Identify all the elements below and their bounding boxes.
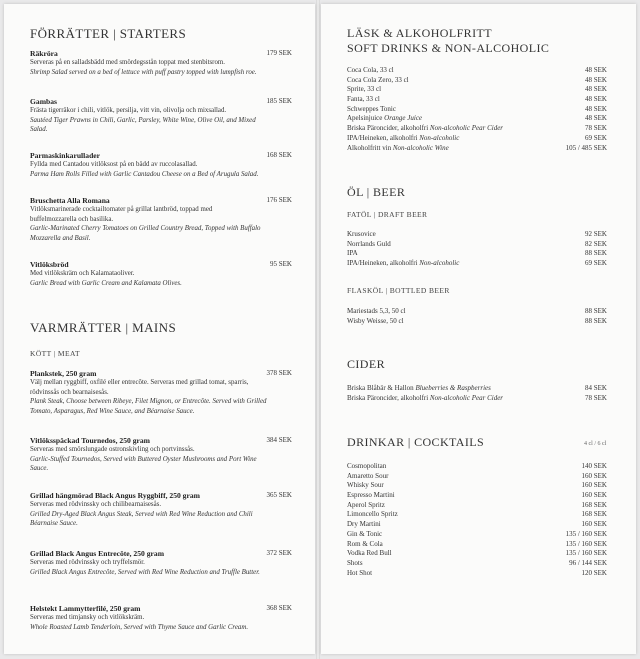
drink-name: [347, 569, 372, 577]
drink-name-sv: Alkoholfritt vin: [347, 143, 392, 152]
drink-price: 82 SEK: [585, 239, 607, 248]
drink-row: [347, 95, 607, 105]
drink-price: 69 SEK: [585, 259, 607, 268]
drink-name: [347, 240, 391, 248]
dish-description-sv: Välj mellan ryggbiff, oxfilé eller entrecôte. Serveras med grillad tomat, sparris, rödvinssås och bearnaisesås.: [30, 379, 249, 396]
drink-price: 105 / 485 SEK: [565, 143, 607, 152]
dish-description-en: Whole Roasted Lamb Tenderloin, Served with Thyme Sauce and Garlic Cream.: [30, 623, 249, 631]
drink-name: [347, 491, 395, 499]
drink-name-sv: Dry Martini: [347, 520, 381, 529]
dish-price: 168 SEK: [266, 151, 292, 159]
drink-row: [347, 85, 607, 95]
drink-price: 160 SEK: [581, 471, 607, 480]
starter-item: [30, 97, 300, 135]
drink-name-sv: Coca Cola Zero, 33 cl: [347, 75, 409, 84]
drink-name: [347, 124, 503, 132]
menu-right-page: [321, 4, 636, 654]
drink-name-en: Non-alcoholic: [419, 259, 460, 268]
drink-name: [347, 559, 363, 567]
drink-name-sv: IPA/Heineken, alkoholfri: [347, 259, 418, 268]
starters-heading: FÖRRÄTTER | STARTERS: [30, 26, 187, 41]
drink-name-en: Orange Juice: [384, 114, 423, 123]
drink-row: [347, 501, 607, 511]
drink-name: [347, 259, 459, 267]
drink-price: 120 SEK: [581, 568, 607, 577]
drink-price: 135 / 160 SEK: [565, 549, 607, 558]
soft-drinks-heading-sv: LÄSK & ALKOHOLFRITT: [347, 26, 492, 40]
drink-name: [347, 249, 358, 257]
soft-drinks-list: [347, 66, 607, 153]
drink-row: [347, 259, 607, 269]
dish-description-sv: Frästa tigerräkor i chili, vitlök, persilja, vitt vin, olivolja och mixsallad.: [30, 107, 227, 114]
drink-name-sv: Mariestads 5,3, 50 cl: [347, 307, 406, 315]
dish-price: 95 SEK: [270, 260, 292, 268]
drink-price: 168 SEK: [581, 500, 607, 509]
drink-name: [347, 76, 409, 84]
dish-description-en: Parma Ham Rolls Filled with Garlic Cantadou Cheese on a Bed of Arugula Salad.: [30, 170, 259, 178]
drink-price: 140 SEK: [581, 462, 607, 470]
dish-description-sv: Serveras med smörslungade ostronskivling och portvinssås.: [30, 446, 195, 453]
drink-name: [347, 134, 459, 142]
drink-row: [347, 472, 607, 482]
drink-price: 78 SEK: [585, 124, 607, 133]
main-item: [30, 604, 300, 632]
drink-row: [347, 491, 607, 501]
drink-name-en: Non-alcoholic: [419, 133, 460, 142]
drink-name-sv: Gin & Tonic: [347, 529, 383, 538]
drink-price: 96 / 144 SEK: [569, 558, 607, 567]
dish-name: Gambas: [30, 97, 58, 106]
drink-name-sv: Vodka Red Bull: [347, 549, 392, 558]
drink-row: [347, 540, 607, 550]
drink-price: 88 SEK: [585, 307, 607, 315]
dish-name: Vitlöksspäckad Tournedos, 250 gram: [30, 436, 150, 445]
dish-description-en: Garlic-Marinated Cherry Tomatoes on Grilled Country Bread, Topped with Buffalo Mozzarella and Basil.: [30, 225, 261, 242]
drink-price: 48 SEK: [585, 104, 607, 113]
drink-name: [347, 520, 381, 528]
drink-price: 48 SEK: [585, 95, 607, 104]
drink-name-sv: Shots: [347, 558, 363, 567]
drink-name: [347, 230, 376, 238]
drink-name: [347, 85, 381, 93]
drink-name-en: Non-alcoholic Pear Cider: [429, 393, 504, 402]
starter-item: [30, 260, 300, 288]
soft-drinks-heading-en: SOFT DRINKS & NON-ALCOHOLIC: [347, 41, 550, 55]
menu-left-page: [4, 4, 315, 654]
main-item: [30, 491, 300, 529]
drink-name-sv: Whisky Sour: [347, 481, 384, 490]
drink-price: 160 SEK: [581, 481, 607, 490]
drink-name: [347, 510, 398, 518]
drink-name-sv: Coca Cola, 33 cl: [347, 66, 394, 74]
book-spine: [316, 0, 320, 659]
drink-price: 48 SEK: [585, 114, 607, 123]
drink-price: 160 SEK: [581, 520, 607, 529]
main-item: [30, 369, 300, 416]
drink-row: [347, 384, 607, 394]
dish-price: 384 SEK: [266, 436, 292, 444]
drink-row: [347, 249, 607, 259]
drink-price: 78 SEK: [585, 393, 607, 402]
mains-heading: VARMRÄTTER | MAINS: [30, 320, 177, 335]
drink-name: [347, 114, 422, 122]
cocktail-size-note: 4 cl / 6 cl: [584, 441, 607, 447]
drink-name-sv: Sprite, 33 cl: [347, 85, 382, 94]
drink-name-sv: Wisby Weisse, 50 cl: [347, 316, 404, 325]
drink-name-sv: Apelsinjuice: [347, 114, 383, 123]
dish-price: 368 SEK: [266, 604, 292, 612]
drink-name-sv: Krusovice: [347, 230, 376, 238]
drink-name: [347, 501, 385, 509]
drink-name-sv: Fanta, 33 cl: [347, 95, 380, 104]
drink-price: 69 SEK: [585, 133, 607, 142]
drink-row: [347, 549, 607, 559]
drink-name-sv: Aperol Spritz: [347, 500, 385, 509]
drink-price: 135 / 160 SEK: [565, 539, 607, 548]
drink-name-en: Blueberries & Raspberries: [415, 384, 491, 392]
draft-beer-subheading: FATÖL | DRAFT BEER: [347, 210, 428, 219]
dish-description-en: Garlic-Stuffed Tournedos, Served with Buttered Oyster Mushrooms and Port Wine Sauce.: [30, 455, 257, 472]
drink-row: [347, 124, 607, 134]
drink-name: [347, 394, 503, 402]
dish-name: Plankstek, 250 gram: [30, 369, 97, 378]
drink-name-sv: Briska Blåbär & Hallon: [347, 384, 414, 392]
dish-description-en: Grilled Black Angus Entrecôte, Served with Red Wine Reduction and Truffle Butter.: [30, 568, 260, 576]
drink-name: [347, 462, 386, 470]
drink-price: 88 SEK: [585, 316, 607, 325]
drink-row: [347, 66, 607, 76]
dish-price: 176 SEK: [266, 196, 292, 204]
dish-price: 378 SEK: [266, 369, 292, 377]
drink-row: [347, 520, 607, 530]
dish-price: 179 SEK: [266, 49, 292, 57]
drink-name-sv: Briska Päroncider, alkoholfri: [347, 124, 429, 133]
drink-row: [347, 569, 607, 579]
dish-name: Vitlöksbröd: [30, 260, 69, 269]
drink-name: [347, 105, 396, 113]
bottled-beer-subheading: FLASKÖL | BOTTLED BEER: [347, 286, 450, 295]
drink-name-sv: IPA/Heineken, alkoholfri: [347, 133, 418, 142]
dish-name: Helstekt Lammytterfilé, 250 gram: [30, 604, 141, 613]
dish-description-sv: Serveras på en salladsbädd med smördegsstån toppat med stenbitsrom.: [30, 59, 226, 66]
drink-row: [347, 559, 607, 569]
drink-name: [347, 307, 406, 315]
dish-description-sv: Vitlöksmarinerade cocktailtomater på grillat lantbröd, toppad med buffelmozzarella och basilika.: [30, 206, 213, 223]
drink-name-sv: Limoncello Spritz: [347, 510, 398, 519]
drink-name: [347, 481, 384, 489]
main-item: [30, 436, 300, 474]
cider-list: [347, 384, 607, 403]
dish-name: Bruschetta Alla Romana: [30, 196, 110, 205]
drink-name-sv: Amaretto Sour: [347, 471, 389, 480]
dish-description-sv: Serveras med timjansky och vitlökskräm.: [30, 614, 145, 621]
drink-row: [347, 530, 607, 540]
drink-name-sv: Cosmopolitan: [347, 462, 387, 470]
drink-row: [347, 481, 607, 491]
dish-description-en: Shrimp Salad served on a bed of lettuce with puff pastry topped with lumpfish roe.: [30, 68, 257, 76]
drink-row: [347, 105, 607, 115]
drink-price: 168 SEK: [581, 510, 607, 519]
cider-heading: CIDER: [347, 357, 385, 371]
drink-name-sv: Rom & Cola: [347, 539, 383, 548]
drink-row: [347, 240, 607, 250]
dish-name: Parmaskinkarullader: [30, 151, 101, 160]
drink-name: [347, 95, 380, 103]
drink-name-sv: Norrlands Guld: [347, 239, 391, 248]
dish-description-en: Sautéed Tiger Prawns in Chili, Garlic, Parsley, White Wine, Olive Oil, and Mixed Salad.: [30, 116, 256, 133]
dish-price: 185 SEK: [266, 97, 292, 105]
drink-name: [347, 144, 449, 152]
drink-price: 135 / 160 SEK: [565, 529, 607, 538]
starter-item: [30, 196, 300, 243]
main-item: [30, 549, 300, 577]
dish-description-en: Garlic Bread with Garlic Cream and Kalamata Olives.: [30, 279, 182, 287]
drink-price: 84 SEK: [585, 384, 607, 392]
drink-price: 48 SEK: [585, 85, 607, 94]
drink-name-sv: Espresso Martini: [347, 491, 395, 500]
drink-price: 160 SEK: [581, 491, 607, 500]
drink-name: [347, 549, 392, 557]
drink-name: [347, 530, 382, 538]
drink-name: [347, 540, 383, 548]
dish-name: Grillad hängmörad Black Angus Ryggbiff, 250 gram: [30, 491, 200, 500]
draft-beer-list: [347, 230, 607, 269]
starter-item: [30, 151, 300, 179]
bottled-beer-list: [347, 307, 607, 326]
dish-price: 372 SEK: [266, 549, 292, 557]
dish-description-sv: Serveras med rödvinssky och tryffelsmör.: [30, 559, 145, 566]
drink-row: [347, 307, 607, 317]
starter-item: [30, 49, 300, 77]
dish-description-en: Plank Steak, Choose between Ribeye, Filet Mignon, or Entrecôte. Served with Grilled Tomato, Asparagus, Red Wine Sauce, and Béarnaise Sauce.: [30, 398, 267, 415]
cocktails-list: [347, 462, 607, 578]
beer-heading: ÖL | BEER: [347, 185, 406, 199]
meat-subheading: KÖTT | MEAT: [30, 349, 80, 358]
drink-name: [347, 317, 404, 325]
drink-name: [347, 66, 394, 74]
drink-row: [347, 462, 607, 472]
cocktails-heading: DRINKAR | COCKTAILS: [347, 435, 485, 449]
dish-price: 365 SEK: [266, 491, 292, 499]
drink-row: [347, 144, 607, 154]
drink-name-sv: Briska Päroncider, alkoholfri: [347, 393, 429, 402]
drink-row: [347, 114, 607, 124]
dish-description-sv: Fyllda med Cantadou vitlöksost på en bädd av ruccolasallad.: [30, 161, 198, 168]
drink-row: [347, 510, 607, 520]
drink-row: [347, 317, 607, 327]
drink-price: 48 SEK: [585, 75, 607, 84]
drink-name-en: Non-alcoholic Wine: [392, 143, 449, 152]
dish-name: Räkröra: [30, 49, 58, 58]
drink-name-en: Non-alcoholic Pear Cider: [429, 124, 504, 133]
dish-description-en: Grilled Dry-Aged Black Angus Steak, Served with Red Wine Reduction and Chili Béarnaise Sauce.: [30, 510, 253, 527]
drink-row: [347, 76, 607, 86]
dish-description-sv: Serveras med rödvinssky och chilibearnaisesås.: [30, 501, 162, 508]
drink-name: [347, 384, 491, 392]
drink-name: [347, 472, 388, 480]
drink-name-sv: IPA: [347, 249, 358, 258]
drink-row: [347, 230, 607, 240]
drink-name-sv: Hot Shot: [347, 568, 373, 577]
drink-price: 92 SEK: [585, 230, 607, 238]
drink-name-sv: Schweppes Tonic: [347, 104, 396, 113]
drink-row: [347, 394, 607, 404]
drink-row: [347, 134, 607, 144]
dish-name: Grillad Black Angus Entrecôte, 250 gram: [30, 549, 165, 558]
dish-description-sv: Med vitlökskräm och Kalamataoliver.: [30, 270, 135, 277]
drink-price: 48 SEK: [585, 66, 607, 74]
drink-price: 88 SEK: [585, 249, 607, 258]
